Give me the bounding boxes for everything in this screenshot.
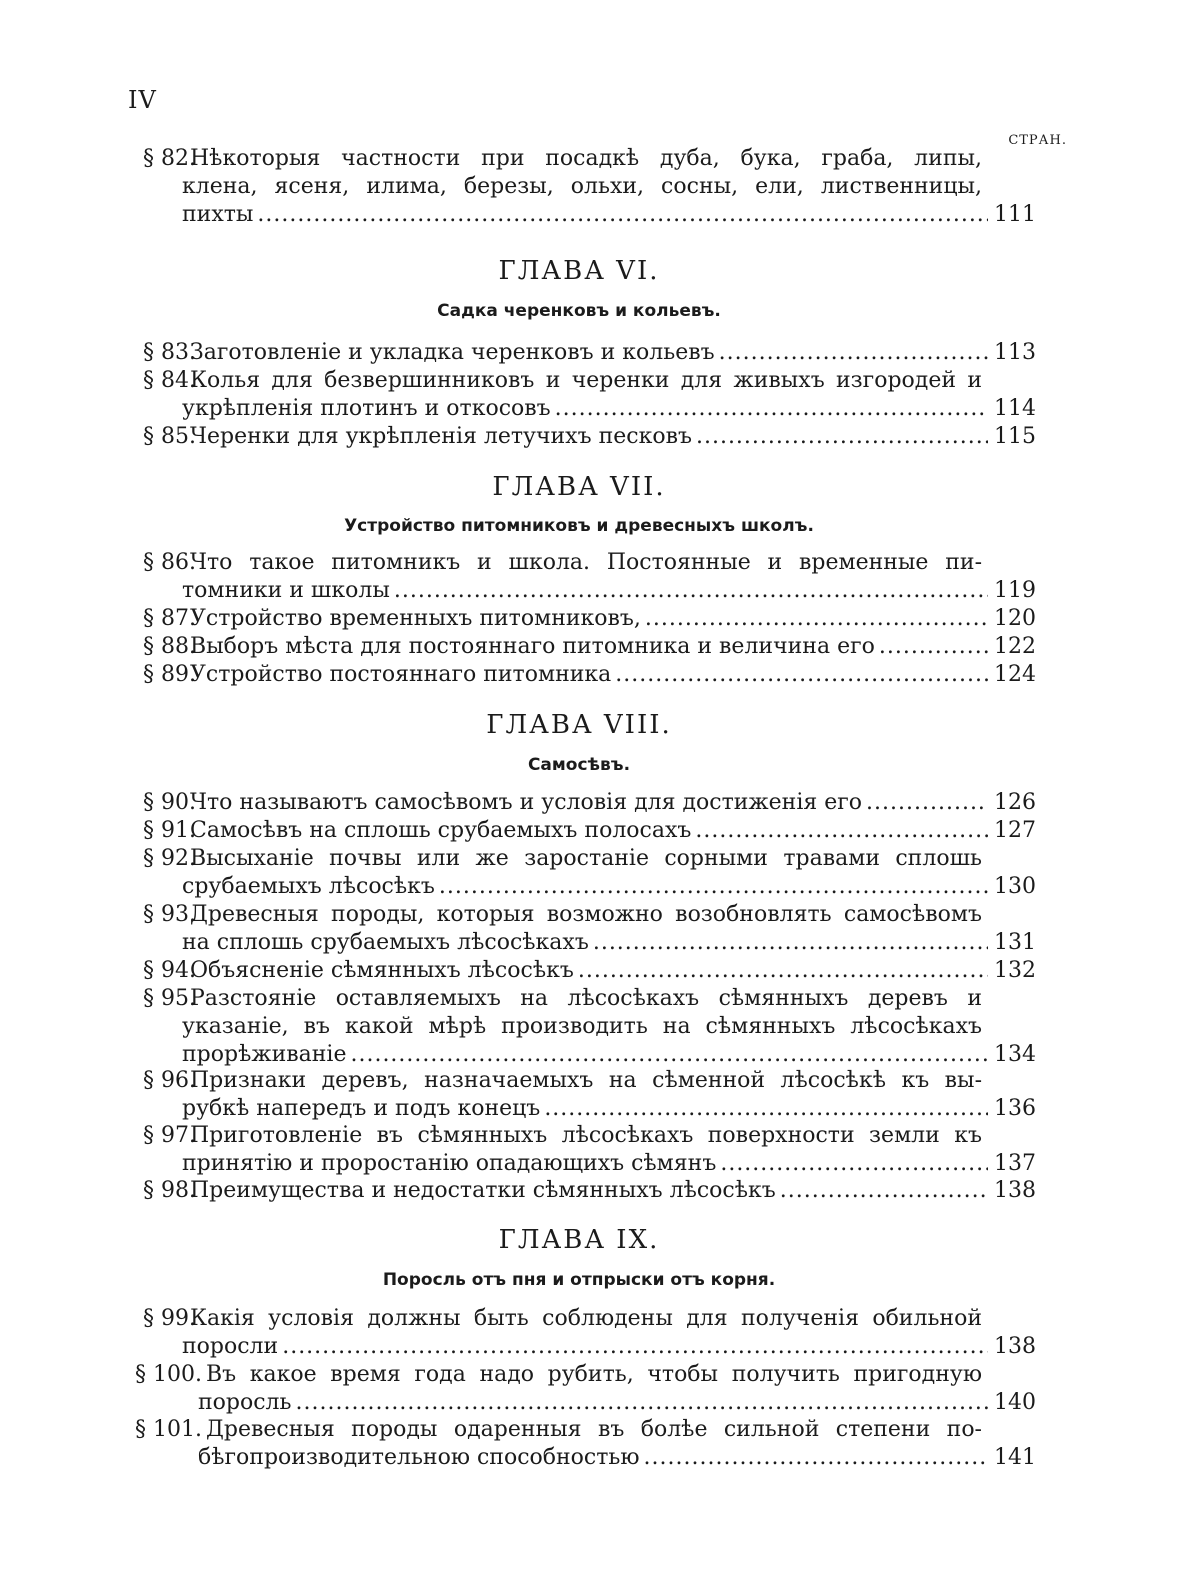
chapter-heading: ГЛАВА VI. xyxy=(498,256,660,286)
dot-leader xyxy=(578,957,988,985)
page-ref: 141 xyxy=(994,1445,1036,1470)
entry-line xyxy=(182,201,1036,229)
page-ref: 115 xyxy=(994,424,1036,449)
dot-leader xyxy=(350,1041,988,1069)
dot-leader xyxy=(296,1389,988,1417)
page-ref: 138 xyxy=(994,1334,1036,1359)
entry-line xyxy=(182,929,1036,957)
chapter-heading: ГЛАВА VIII. xyxy=(486,710,672,740)
dot-leader xyxy=(645,605,988,633)
page-ref: 134 xyxy=(994,1042,1036,1067)
entry-title: Черенки для укрѣпленія летучихъ песковъ xyxy=(190,424,692,449)
entry-title: пихты xyxy=(182,202,254,227)
entry-title: Нѣкоторыя частности при посадкѣ дуба, бука, граба, липы, xyxy=(190,146,982,171)
section-number: § 97. xyxy=(143,1123,196,1148)
dot-leader xyxy=(879,633,988,661)
page-column-header: СТРАН. xyxy=(1008,133,1067,148)
section-number: § 95. xyxy=(143,986,196,1011)
entry-title: рубкѣ напередъ и подъ конецъ xyxy=(182,1096,541,1121)
entry-title: томники и школы xyxy=(182,578,390,603)
dot-leader xyxy=(394,577,988,605)
section-number: § 90. xyxy=(143,790,196,815)
entry-title: поросли xyxy=(182,1334,279,1359)
dot-leader xyxy=(439,873,988,901)
entry-line xyxy=(190,339,1036,367)
dot-leader xyxy=(644,1444,988,1472)
section-number: § 100. xyxy=(135,1362,202,1387)
entry-title: Въ какое время года надо рубить, чтобы получить пригодную xyxy=(206,1362,982,1387)
entry-title: поросль xyxy=(198,1390,292,1415)
page-ref: 120 xyxy=(994,606,1036,631)
section-number: § 83. xyxy=(143,340,196,365)
entry-title: Заготовленіе и укладка черенковъ и кольевъ xyxy=(190,340,715,365)
entry-title: Древесныя породы, которыя возможно возобновлять самосѣвомъ xyxy=(190,902,982,927)
page-ref: 113 xyxy=(994,340,1036,365)
entry-title: на сплошь срубаемыхъ лѣсосѣкахъ xyxy=(182,930,589,955)
page-ref: 138 xyxy=(994,1178,1036,1203)
entry-title: Высыханіе почвы или же заростаніе сорными травами сплошь xyxy=(190,846,982,871)
page-ref: 136 xyxy=(994,1096,1036,1121)
page-ref: 140 xyxy=(994,1390,1036,1415)
section-number: § 92. xyxy=(143,846,196,871)
entry-line xyxy=(182,1095,1036,1123)
dot-leader xyxy=(695,817,988,845)
dot-leader xyxy=(282,1333,988,1361)
entry-line xyxy=(182,577,1036,605)
page-ref: 131 xyxy=(994,930,1036,955)
entry-title: клена, ясеня, илима, березы, ольхи, сосны, ели, лиственницы, xyxy=(182,174,982,199)
entry-title: Приготовленіе въ сѣмянныхъ лѣсосѣкахъ поверхности земли къ xyxy=(190,1123,982,1148)
page-ref: 130 xyxy=(994,874,1036,899)
page-ref: 127 xyxy=(994,818,1036,843)
section-number: § 89. xyxy=(143,662,196,687)
dot-leader xyxy=(615,661,988,689)
section-number: § 98. xyxy=(143,1178,196,1203)
entry-line xyxy=(190,1177,1036,1205)
entry-title: Преимущества и недостатки сѣмянныхъ лѣсосѣкъ xyxy=(190,1178,776,1203)
entry-title: Древесныя породы одаренныя въ болѣе сильной степени по- xyxy=(206,1417,982,1442)
entry-title: Что называютъ самосѣвомъ и условія для достиженія его xyxy=(190,790,863,815)
dot-leader xyxy=(719,339,988,367)
entry-line xyxy=(190,423,1036,451)
dot-leader xyxy=(593,929,988,957)
entry-line xyxy=(182,1041,1036,1069)
section-number: § 82. xyxy=(143,146,196,171)
entry-title: Устройство временныхъ питомниковъ, xyxy=(190,606,641,631)
entry-line xyxy=(190,605,1036,633)
section-number: § 86. xyxy=(143,550,196,575)
chapter-subtitle: Поросль отъ пня и отпрыски отъ корня. xyxy=(382,1270,776,1290)
entry-line xyxy=(190,661,1036,689)
dot-leader xyxy=(696,423,988,451)
section-number: § 91. xyxy=(143,818,196,843)
entry-title: срубаемыхъ лѣсосѣкъ xyxy=(182,874,435,899)
entry-title: Признаки деревъ, назначаемыхъ на сѣменной лѣсосѣкѣ къ вы- xyxy=(190,1068,982,1093)
section-number: § 84. xyxy=(143,368,196,393)
page-ref: 111 xyxy=(994,202,1036,227)
section-number: § 87. xyxy=(143,606,196,631)
entry-line xyxy=(190,633,1036,661)
entry-line xyxy=(198,1389,1036,1417)
entry-title: Разстояніе оставляемыхъ на лѣсосѣкахъ сѣмянныхъ деревъ и xyxy=(190,986,982,1011)
entry-line xyxy=(182,395,1036,423)
section-number: § 85. xyxy=(143,424,196,449)
entry-line xyxy=(182,1150,1036,1178)
entry-title: указаніе, въ какой мѣрѣ производить на сѣмянныхъ лѣсосѣкахъ xyxy=(182,1014,982,1039)
chapter-heading: ГЛАВА VII. xyxy=(492,472,666,502)
table-of-contents xyxy=(122,0,1036,1588)
entry-title: укрѣпленія плотинъ и откосовъ xyxy=(182,396,551,421)
entry-line xyxy=(198,1444,1036,1472)
chapter-heading: ГЛАВА IX. xyxy=(498,1225,660,1255)
entry-title: Выборъ мѣста для постояннаго питомника и величина его xyxy=(190,634,875,659)
section-number: § 88. xyxy=(143,634,196,659)
entry-title: Какія условія должны быть соблюдены для полученія обильной xyxy=(190,1306,982,1331)
entry-title: принятію и проростанію опадающихъ сѣмянъ xyxy=(182,1151,717,1176)
dot-leader xyxy=(866,789,988,817)
entry-line xyxy=(182,1333,1036,1361)
entry-title: Что такое питомникъ и школа. Постоянные и временные пи- xyxy=(190,550,982,575)
page-ref: 114 xyxy=(994,396,1036,421)
page-ref: 137 xyxy=(994,1151,1036,1176)
page-ref: 132 xyxy=(994,958,1036,983)
dot-leader xyxy=(720,1150,988,1178)
dot-leader xyxy=(544,1095,988,1123)
entry-title: бѣгопроизводительною способностью xyxy=(198,1445,640,1470)
section-number: § 93. xyxy=(143,902,196,927)
section-number: § 94. xyxy=(143,958,196,983)
page-ref: 124 xyxy=(994,662,1036,687)
chapter-subtitle: Садка черенковъ и кольевъ. xyxy=(437,301,721,321)
page-ref: 122 xyxy=(994,634,1036,659)
page-number: IV xyxy=(128,86,157,114)
dot-leader xyxy=(780,1177,988,1205)
dot-leader xyxy=(555,395,988,423)
section-number: § 96. xyxy=(143,1068,196,1093)
section-number: § 101. xyxy=(135,1417,202,1442)
page-ref: 126 xyxy=(994,790,1036,815)
page-ref: 119 xyxy=(994,578,1036,603)
chapter-subtitle: Устройство питомниковъ и древесныхъ школъ. xyxy=(344,516,814,536)
entry-title: Колья для безвершинниковъ и черенки для живыхъ изгородей и xyxy=(190,368,982,393)
entry-title: Самосѣвъ на сплошь срубаемыхъ полосахъ xyxy=(190,818,692,843)
entry-line xyxy=(182,873,1036,901)
chapter-subtitle: Самосѣвъ. xyxy=(527,755,631,775)
entry-line xyxy=(190,789,1036,817)
entry-title: Устройство постояннаго питомника xyxy=(190,662,612,687)
entry-line xyxy=(190,957,1036,985)
section-number: § 99. xyxy=(143,1306,196,1331)
dot-leader xyxy=(257,201,988,229)
entry-title: прорѣживаніе xyxy=(182,1042,347,1067)
entry-title: Объясненіе сѣмянныхъ лѣсосѣкъ xyxy=(190,958,574,983)
entry-line xyxy=(190,817,1036,845)
